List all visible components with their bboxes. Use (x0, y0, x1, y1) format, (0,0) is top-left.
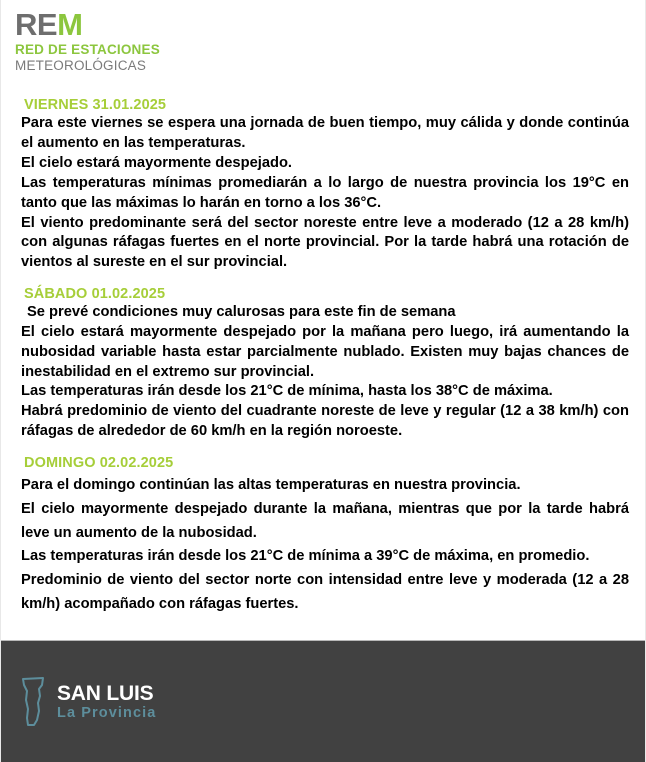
forecast-day-domingo (21, 455, 637, 617)
forecast-paragraph: Habrá predominio de viento del cuadrante noreste de leve y regular (12 a 38 km/h) con ráfagas de alrededor de 60 km/h en la región noroeste. (21, 403, 629, 440)
forecast-paragraph: El cielo estará mayormente despejado. (21, 155, 293, 172)
forecast-paragraph: Para el domingo continúan las altas temperaturas en nuestra provincia. (21, 477, 521, 494)
forecast-paragraph: El viento predominante será del sector noreste entre leve a moderado (12 a 28 km/h) con algunas ráfagas fuertes en el norte provincial. Por la tarde habrá una rotación de vientos al sureste en el sur provincial. (21, 214, 629, 271)
forecast-paragraph: Las temperaturas irán desde los 21°C de mínima a 39°C de máxima, en promedio. (21, 548, 590, 565)
rem-logo-m: M (57, 7, 83, 42)
brand-subtitle-line2: METEOROLÓGICAS (15, 58, 147, 74)
rem-logo-re: RE (15, 7, 58, 42)
page-header (1, 0, 645, 75)
brand-subtitle-line1: RED DE ESTACIONES (15, 41, 160, 57)
forecast-paragraph: El cielo estará mayormente despejado por la mañana pero luego, irá aumentando la nubosidad variable hasta estar parcialmente nublado. Existen muy bajas chances de inestabilidad en el extremo sur provincial. (21, 323, 629, 380)
forecast-paragraph: Las temperaturas irán desde los 21°C de mínima, hasta los 38°C de máxima. (21, 383, 553, 400)
forecast-day-sabado (21, 286, 637, 442)
forecast-paragraph: Se prevé condiciones muy calurosas para este fin de semana (27, 304, 456, 321)
forecast-day-viernes (21, 97, 637, 273)
forecast-content (1, 75, 645, 640)
day-heading: SÁBADO 01.02.2025 (24, 286, 166, 303)
footer-title: SAN LUIS (57, 681, 154, 705)
san-luis-logo (19, 676, 156, 728)
province-outline-icon (19, 676, 49, 728)
day-heading: DOMINGO 02.02.2025 (24, 455, 174, 472)
forecast-paragraph: El cielo mayormente despejado durante la mañana, mientras que por la tarde habrá leve un aumento de la nubosidad. (21, 500, 629, 541)
footer-logo-text (57, 683, 156, 721)
forecast-paragraph: Predominio de viento del sector norte con intensidad entre leve y moderada (12 a 28 km/h) acompañado con ráfagas fuertes. (21, 572, 629, 613)
forecast-paragraph: Las temperaturas mínimas promediarán a lo largo de nuestra provincia los 19°C en tanto que las máximas lo harán en torno a los 36°C. (21, 174, 629, 211)
page-footer (1, 640, 645, 762)
footer-subtitle: La Provincia (57, 704, 157, 721)
forecast-paragraph: Para este viernes se espera una jornada de buen tiempo, muy cálida y donde continúa el aumento en las temperaturas. (21, 115, 629, 152)
rem-logo (15, 9, 645, 41)
day-heading: VIERNES 31.01.2025 (24, 97, 167, 114)
